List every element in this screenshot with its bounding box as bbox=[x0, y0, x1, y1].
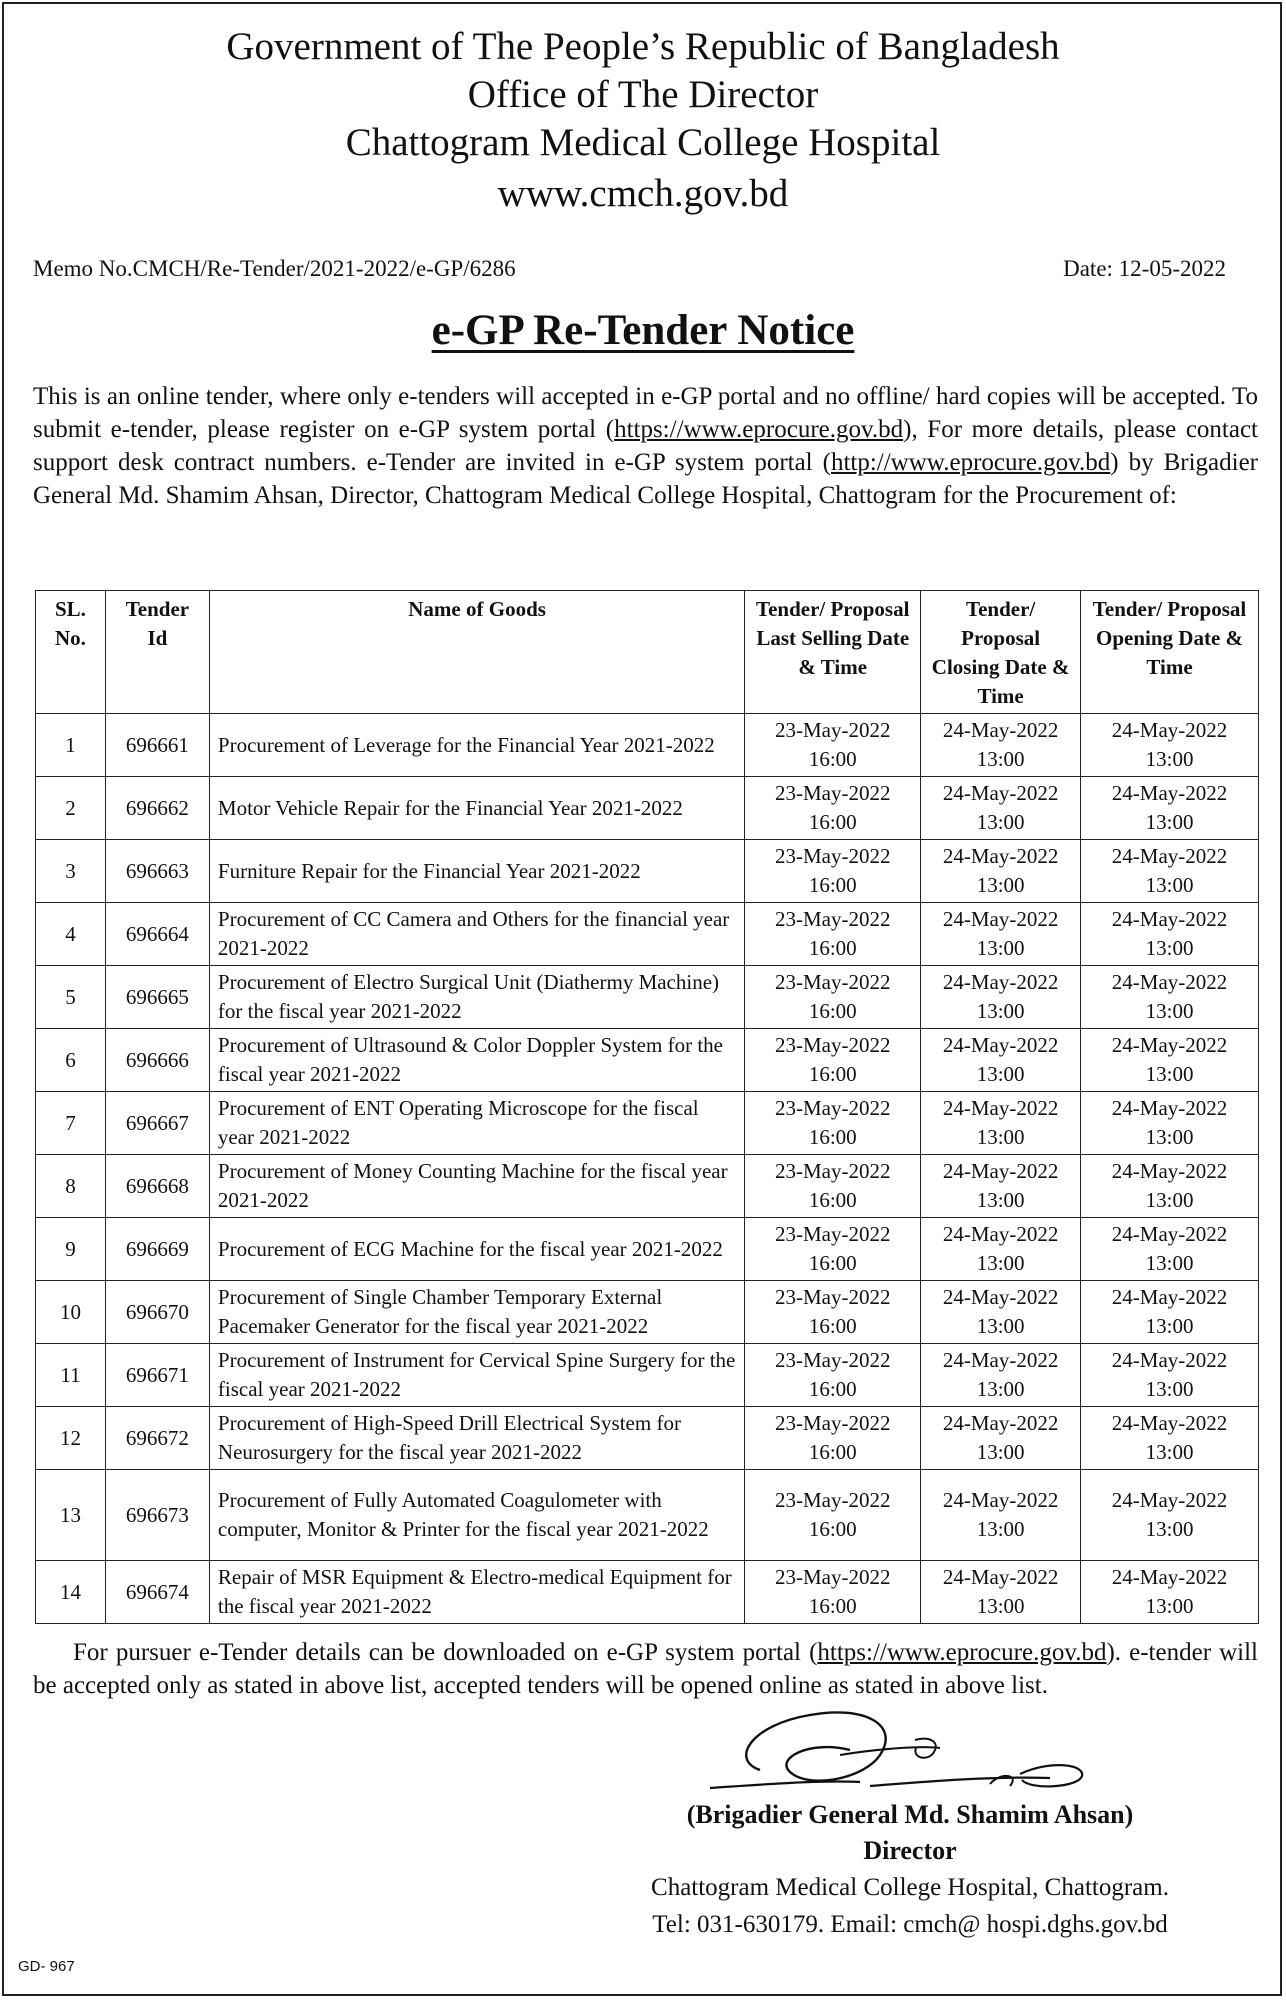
cell-opening-date bbox=[1081, 1092, 1259, 1155]
cell-goods: Procurement of ENT Operating Microscope for the fiscal year 2021-2022 bbox=[209, 1092, 744, 1155]
table-row bbox=[36, 1470, 1259, 1561]
cell-sl: 3 bbox=[36, 840, 106, 903]
selling-date: 23-May-2022 bbox=[774, 1096, 891, 1120]
closing-time: 13:00 bbox=[976, 999, 1025, 1023]
table-row bbox=[36, 1281, 1259, 1344]
selling-date: 23-May-2022 bbox=[774, 844, 891, 868]
opening-date: 24-May-2022 bbox=[1111, 781, 1228, 805]
cell-tender-id: 696666 bbox=[105, 1029, 209, 1092]
cell-selling-date bbox=[745, 1281, 921, 1344]
cell-closing-date bbox=[921, 1155, 1081, 1218]
handwritten-signature bbox=[690, 1700, 1110, 1805]
selling-time: 16:00 bbox=[808, 1062, 857, 1086]
cell-closing-date bbox=[921, 1344, 1081, 1407]
cell-sl: 11 bbox=[36, 1344, 106, 1407]
opening-time: 13:00 bbox=[1145, 936, 1194, 960]
cell-goods: Procurement of Electro Surgical Unit (Diathermy Machine) for the fiscal year 2021-2022 bbox=[209, 966, 744, 1029]
cell-opening-date bbox=[1081, 1561, 1259, 1624]
website-header[interactable]: www.cmch.gov.bd bbox=[497, 172, 789, 215]
intro-text-1: This is an online tender, where only e-tenders will accepted in e-GP portal and no offline/ hard copies will be accepted. To submit e-tender, please register on e-GP system portal ( bbox=[33, 383, 1258, 443]
cell-selling-date bbox=[745, 1218, 921, 1281]
cell-sl: 7 bbox=[36, 1092, 106, 1155]
outro-text-2: ). e-tender will be accepted only as stated in above list, accepted tenders will be opened online as stated in above list. bbox=[33, 1639, 1258, 1699]
selling-time: 16:00 bbox=[808, 999, 857, 1023]
cell-closing-date bbox=[921, 966, 1081, 1029]
cell-tender-id: 696668 bbox=[105, 1155, 209, 1218]
selling-time: 16:00 bbox=[808, 747, 857, 771]
office-header: Office of The Director bbox=[467, 73, 819, 116]
closing-date: 24-May-2022 bbox=[942, 1348, 1059, 1372]
opening-date: 24-May-2022 bbox=[1111, 1033, 1228, 1057]
eprocure-link-2[interactable]: http://www.eprocure.gov.bd bbox=[830, 449, 1111, 476]
closing-date: 24-May-2022 bbox=[942, 1565, 1059, 1589]
cell-closing-date bbox=[921, 1561, 1081, 1624]
closing-date: 24-May-2022 bbox=[942, 844, 1059, 868]
header-selling-date: Tender/ Proposal Last Selling Date & Time bbox=[745, 591, 921, 714]
opening-date: 24-May-2022 bbox=[1111, 1096, 1228, 1120]
table-row bbox=[36, 903, 1259, 966]
cell-closing-date bbox=[921, 1029, 1081, 1092]
opening-time: 13:00 bbox=[1145, 1594, 1194, 1618]
cell-sl: 14 bbox=[36, 1561, 106, 1624]
cell-tender-id: 696665 bbox=[105, 966, 209, 1029]
closing-date: 24-May-2022 bbox=[942, 1033, 1059, 1057]
cell-tender-id: 696673 bbox=[105, 1470, 209, 1561]
selling-time: 16:00 bbox=[808, 1125, 857, 1149]
closing-time: 13:00 bbox=[976, 1314, 1025, 1338]
cell-selling-date bbox=[745, 1344, 921, 1407]
closing-time: 13:00 bbox=[976, 1594, 1025, 1618]
cell-selling-date bbox=[745, 966, 921, 1029]
selling-time: 16:00 bbox=[808, 1377, 857, 1401]
eprocure-link-1[interactable]: https://www.eprocure.gov.bd bbox=[614, 416, 904, 443]
closing-time: 13:00 bbox=[976, 1188, 1025, 1212]
hospital-header: Chattogram Medical College Hospital bbox=[345, 121, 941, 164]
cell-closing-date bbox=[921, 1470, 1081, 1561]
cell-closing-date bbox=[921, 903, 1081, 966]
cell-opening-date bbox=[1081, 840, 1259, 903]
selling-time: 16:00 bbox=[808, 1517, 857, 1541]
opening-date: 24-May-2022 bbox=[1111, 1159, 1228, 1183]
opening-date: 24-May-2022 bbox=[1111, 718, 1228, 742]
selling-time: 16:00 bbox=[808, 810, 857, 834]
cell-selling-date bbox=[745, 1561, 921, 1624]
signatory-office: Chattogram Medical College Hospital, Chattogram. bbox=[651, 1874, 1169, 1901]
selling-time: 16:00 bbox=[808, 1440, 857, 1464]
cell-goods: Procurement of CC Camera and Others for the financial year 2021-2022 bbox=[209, 903, 744, 966]
footer-code: GD- 967 bbox=[18, 1958, 75, 1975]
cell-goods: Procurement of Instrument for Cervical Spine Surgery for the fiscal year 2021-2022 bbox=[209, 1344, 744, 1407]
opening-date: 24-May-2022 bbox=[1111, 1285, 1228, 1309]
closing-date: 24-May-2022 bbox=[942, 1159, 1059, 1183]
closing-time: 13:00 bbox=[976, 1377, 1025, 1401]
opening-date: 24-May-2022 bbox=[1111, 1222, 1228, 1246]
table-row bbox=[36, 1561, 1259, 1624]
opening-time: 13:00 bbox=[1145, 747, 1194, 771]
table-row bbox=[36, 1092, 1259, 1155]
cell-tender-id: 696664 bbox=[105, 903, 209, 966]
selling-date: 23-May-2022 bbox=[774, 1033, 891, 1057]
cell-tender-id: 696661 bbox=[105, 714, 209, 777]
closing-date: 24-May-2022 bbox=[942, 1222, 1059, 1246]
selling-date: 23-May-2022 bbox=[774, 907, 891, 931]
cell-sl: 2 bbox=[36, 777, 106, 840]
tender-table-body bbox=[36, 714, 1259, 1624]
closing-time: 13:00 bbox=[976, 936, 1025, 960]
cell-goods: Repair of MSR Equipment & Electro-medical Equipment for the fiscal year 2021-2022 bbox=[209, 1561, 744, 1624]
table-row bbox=[36, 1155, 1259, 1218]
table-row bbox=[36, 1407, 1259, 1470]
opening-time: 13:00 bbox=[1145, 1377, 1194, 1401]
cell-tender-id: 696670 bbox=[105, 1281, 209, 1344]
opening-time: 13:00 bbox=[1145, 999, 1194, 1023]
cell-goods: Furniture Repair for the Financial Year 2021-2022 bbox=[209, 840, 744, 903]
selling-date: 23-May-2022 bbox=[774, 970, 891, 994]
cell-sl: 9 bbox=[36, 1218, 106, 1281]
opening-date: 24-May-2022 bbox=[1111, 1348, 1228, 1372]
closing-time: 13:00 bbox=[976, 1125, 1025, 1149]
opening-time: 13:00 bbox=[1145, 1440, 1194, 1464]
cell-goods: Procurement of ECG Machine for the fiscal year 2021-2022 bbox=[209, 1218, 744, 1281]
opening-date: 24-May-2022 bbox=[1111, 1565, 1228, 1589]
opening-time: 13:00 bbox=[1145, 1517, 1194, 1541]
opening-date: 24-May-2022 bbox=[1111, 1488, 1228, 1512]
cell-opening-date bbox=[1081, 777, 1259, 840]
selling-date: 23-May-2022 bbox=[774, 718, 891, 742]
cell-selling-date bbox=[745, 1029, 921, 1092]
outro-paragraph bbox=[33, 1636, 1258, 1702]
page-title-text: e-GP Re-Tender Notice bbox=[431, 307, 855, 354]
cell-selling-date bbox=[745, 1470, 921, 1561]
closing-date: 24-May-2022 bbox=[942, 1285, 1059, 1309]
cell-tender-id: 696663 bbox=[105, 840, 209, 903]
table-row bbox=[36, 1344, 1259, 1407]
opening-time: 13:00 bbox=[1145, 1062, 1194, 1086]
cell-goods: Procurement of Ultrasound & Color Doppler System for the fiscal year 2021-2022 bbox=[209, 1029, 744, 1092]
selling-time: 16:00 bbox=[808, 936, 857, 960]
opening-time: 13:00 bbox=[1145, 810, 1194, 834]
cell-opening-date bbox=[1081, 903, 1259, 966]
eprocure-link-3[interactable]: https://www.eprocure.gov.bd bbox=[817, 1639, 1107, 1666]
signatory-contact: Tel: 031-630179. Email: cmch@ hospi.dghs.gov.bd bbox=[652, 1911, 1168, 1938]
cell-goods: Motor Vehicle Repair for the Financial Year 2021-2022 bbox=[209, 777, 744, 840]
closing-time: 13:00 bbox=[976, 1440, 1025, 1464]
cell-selling-date bbox=[745, 714, 921, 777]
header-opening-date: Tender/ Proposal Opening Date & Time bbox=[1081, 591, 1259, 714]
intro-text-3: ) by Brigadier General Md. Shamim Ahsan, Director, Chattogram Medical College Hospital, Chattogram for the Procurement of: bbox=[33, 449, 1259, 509]
closing-time: 13:00 bbox=[976, 810, 1025, 834]
header-sl: SL. No. bbox=[36, 591, 106, 714]
page-title bbox=[0, 306, 1286, 355]
opening-date: 24-May-2022 bbox=[1111, 1411, 1228, 1435]
table-row bbox=[36, 777, 1259, 840]
tender-table bbox=[35, 590, 1259, 1624]
closing-date: 24-May-2022 bbox=[942, 907, 1059, 931]
closing-date: 24-May-2022 bbox=[942, 970, 1059, 994]
closing-date: 24-May-2022 bbox=[942, 718, 1059, 742]
table-row bbox=[36, 966, 1259, 1029]
selling-date: 23-May-2022 bbox=[774, 1222, 891, 1246]
cell-closing-date bbox=[921, 1407, 1081, 1470]
notice-date: Date: 12-05-2022 bbox=[1063, 256, 1226, 281]
selling-date: 23-May-2022 bbox=[774, 1411, 891, 1435]
cell-closing-date bbox=[921, 840, 1081, 903]
table-row bbox=[36, 1029, 1259, 1092]
cell-selling-date bbox=[745, 903, 921, 966]
selling-date: 23-May-2022 bbox=[774, 1488, 891, 1512]
closing-time: 13:00 bbox=[976, 1517, 1025, 1541]
cell-goods: Procurement of Single Chamber Temporary External Pacemaker Generator for the fiscal year 2021-2022 bbox=[209, 1281, 744, 1344]
cell-tender-id: 696674 bbox=[105, 1561, 209, 1624]
cell-closing-date bbox=[921, 714, 1081, 777]
cell-opening-date bbox=[1081, 1029, 1259, 1092]
header-closing-date: Tender/ Proposal Closing Date & Time bbox=[921, 591, 1081, 714]
selling-date: 23-May-2022 bbox=[774, 781, 891, 805]
opening-time: 13:00 bbox=[1145, 1251, 1194, 1275]
closing-date: 24-May-2022 bbox=[942, 1488, 1059, 1512]
selling-date: 23-May-2022 bbox=[774, 1565, 891, 1589]
cell-sl: 10 bbox=[36, 1281, 106, 1344]
cell-opening-date bbox=[1081, 1470, 1259, 1561]
selling-date: 23-May-2022 bbox=[774, 1159, 891, 1183]
cell-selling-date bbox=[745, 840, 921, 903]
opening-time: 13:00 bbox=[1145, 1188, 1194, 1212]
cell-selling-date bbox=[745, 1092, 921, 1155]
header-goods: Name of Goods bbox=[209, 591, 744, 714]
selling-time: 16:00 bbox=[808, 1594, 857, 1618]
closing-date: 24-May-2022 bbox=[942, 1411, 1059, 1435]
intro-paragraph bbox=[33, 380, 1258, 512]
selling-time: 16:00 bbox=[808, 873, 857, 897]
cell-tender-id: 696667 bbox=[105, 1092, 209, 1155]
table-header-row bbox=[36, 591, 1259, 714]
cell-goods: Procurement of Money Counting Machine for the fiscal year 2021-2022 bbox=[209, 1155, 744, 1218]
intro-text-2: ), For more details, please contact support desk contract numbers. e-Tender are invited in e-GP system portal ( bbox=[33, 416, 1259, 476]
cell-closing-date bbox=[921, 1218, 1081, 1281]
opening-time: 13:00 bbox=[1145, 1314, 1194, 1338]
selling-time: 16:00 bbox=[808, 1314, 857, 1338]
selling-date: 23-May-2022 bbox=[774, 1348, 891, 1372]
cell-goods: Procurement of High-Speed Drill Electrical System for Neurosurgery for the fiscal year 2021-2022 bbox=[209, 1407, 744, 1470]
table-row bbox=[36, 1218, 1259, 1281]
cell-opening-date bbox=[1081, 1344, 1259, 1407]
cell-goods: Procurement of Leverage for the Financial Year 2021-2022 bbox=[209, 714, 744, 777]
opening-date: 24-May-2022 bbox=[1111, 970, 1228, 994]
cell-sl: 4 bbox=[36, 903, 106, 966]
cell-closing-date bbox=[921, 1281, 1081, 1344]
cell-sl: 6 bbox=[36, 1029, 106, 1092]
signatory-name: (Brigadier General Md. Shamim Ahsan) bbox=[686, 1800, 1134, 1829]
outro-text-1: For pursuer e-Tender details can be downloaded on e-GP system portal ( bbox=[73, 1639, 818, 1666]
cell-selling-date bbox=[745, 777, 921, 840]
cell-opening-date bbox=[1081, 714, 1259, 777]
opening-time: 13:00 bbox=[1145, 873, 1194, 897]
cell-selling-date bbox=[745, 1155, 921, 1218]
cell-sl: 1 bbox=[36, 714, 106, 777]
cell-tender-id: 696669 bbox=[105, 1218, 209, 1281]
cell-tender-id: 696671 bbox=[105, 1344, 209, 1407]
signatory-title: Director bbox=[863, 1836, 957, 1865]
cell-tender-id: 696672 bbox=[105, 1407, 209, 1470]
cell-selling-date bbox=[745, 1407, 921, 1470]
cell-sl: 12 bbox=[36, 1407, 106, 1470]
table-row bbox=[36, 714, 1259, 777]
closing-time: 13:00 bbox=[976, 873, 1025, 897]
cell-tender-id: 696662 bbox=[105, 777, 209, 840]
memo-number: Memo No.CMCH/Re-Tender/2021-2022/e-GP/6286 bbox=[33, 256, 516, 281]
selling-time: 16:00 bbox=[808, 1188, 857, 1212]
opening-time: 13:00 bbox=[1145, 1125, 1194, 1149]
cell-opening-date bbox=[1081, 1218, 1259, 1281]
closing-time: 13:00 bbox=[976, 1251, 1025, 1275]
selling-time: 16:00 bbox=[808, 1251, 857, 1275]
cell-opening-date bbox=[1081, 1407, 1259, 1470]
table-row bbox=[36, 840, 1259, 903]
cell-opening-date bbox=[1081, 1281, 1259, 1344]
selling-date: 23-May-2022 bbox=[774, 1285, 891, 1309]
closing-date: 24-May-2022 bbox=[942, 781, 1059, 805]
cell-goods: Procurement of Fully Automated Coagulometer with computer, Monitor & Printer for the fiscal year 2021-2022 bbox=[209, 1470, 744, 1561]
cell-sl: 13 bbox=[36, 1470, 106, 1561]
cell-closing-date bbox=[921, 777, 1081, 840]
government-header: Government of The People’s Republic of Bangladesh bbox=[226, 25, 1060, 68]
cell-sl: 8 bbox=[36, 1155, 106, 1218]
cell-sl: 5 bbox=[36, 966, 106, 1029]
opening-date: 24-May-2022 bbox=[1111, 844, 1228, 868]
opening-date: 24-May-2022 bbox=[1111, 907, 1228, 931]
cell-opening-date bbox=[1081, 1155, 1259, 1218]
closing-date: 24-May-2022 bbox=[942, 1096, 1059, 1120]
cell-opening-date bbox=[1081, 966, 1259, 1029]
closing-time: 13:00 bbox=[976, 1062, 1025, 1086]
closing-time: 13:00 bbox=[976, 747, 1025, 771]
cell-closing-date bbox=[921, 1092, 1081, 1155]
header-tender-id: Tender Id bbox=[105, 591, 209, 714]
